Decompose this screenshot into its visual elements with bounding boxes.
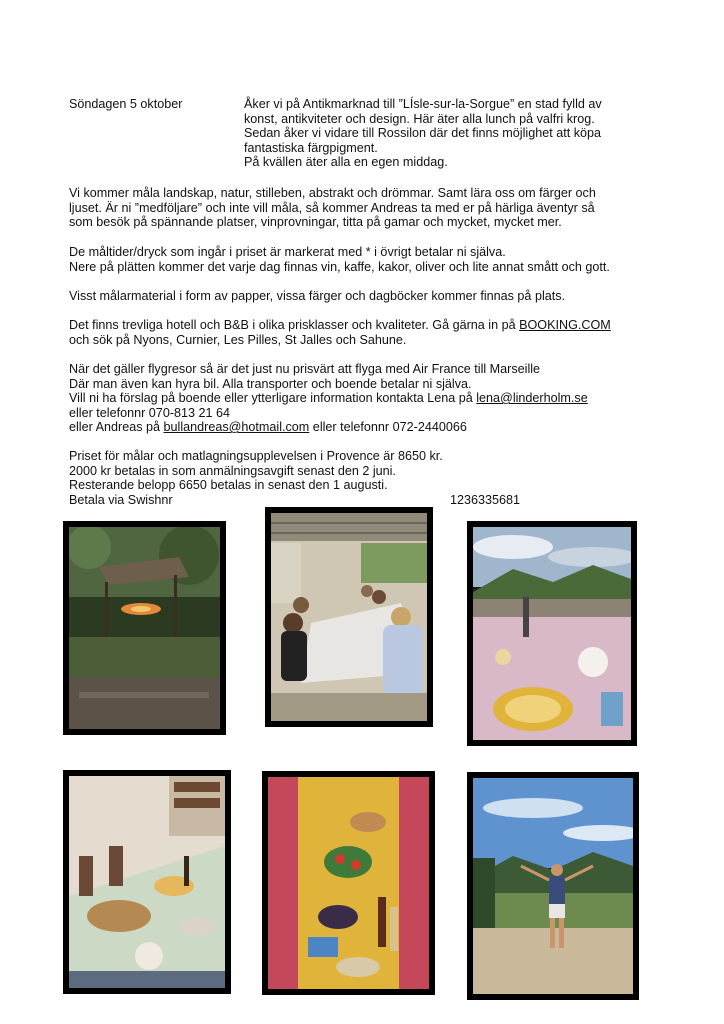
day-text-line-1: Åker vi på Antikmarknad till ”LÍsle-sur-la-Sorgue” en stad fylld av xyxy=(244,97,602,111)
lena-email-link[interactable]: lena@linderholm.se xyxy=(476,391,588,405)
photo-mountain-table xyxy=(467,521,637,746)
travel-line-3-text: Vill ni ha förslag på boende eller ytterligare information kontakta Lena på xyxy=(69,391,477,405)
travel-line-5-suffix: eller telefonnr 072-2440066 xyxy=(309,420,467,434)
intro-line-3: som besök på spännande platser, vinprovningar, titta på gamar och mycket, mycket mer. xyxy=(69,215,562,229)
travel-line-4: eller telefonnr 070-813 21 64 xyxy=(69,405,231,420)
hotels-line-1 xyxy=(69,318,611,333)
price-line-2: 2000 kr betalas in som anmälningsavgift senast den 2 juni. xyxy=(69,463,396,478)
price-line-3: Resterande belopp 6650 betalas in senast den 1 augusti. xyxy=(69,478,388,492)
meals-line-1: De måltider/dryck som ingår i priset är markerat med * i övrigt betalar ni själva. xyxy=(69,245,506,259)
day-text-line-5: På kvällen äter alla en egen middag. xyxy=(244,155,448,169)
price-line-1: Priset för målar och matlagningsupplevelsen i Provence är 8650 kr. xyxy=(69,449,443,463)
swish-number: 1236335681 xyxy=(450,492,521,507)
intro-line-1: Vi kommer måla landskap, natur, stilleben, abstrakt och drömmar. Samt lära oss om färger och xyxy=(69,186,596,200)
booking-link[interactable]: BOOKING.COM xyxy=(519,318,611,332)
day-label: Söndagen 5 oktober xyxy=(69,97,183,111)
travel-line-5 xyxy=(69,420,467,435)
day-text-line-2: konst, antikviteter och design. Här äter alla lunch på valfri krog. xyxy=(244,111,595,126)
travel-line-3 xyxy=(69,391,588,406)
hotels-line-2: och sök på Nyons, Curnier, Les Pilles, St Jalles och Sahune. xyxy=(69,332,407,347)
photo-table-overhead xyxy=(262,771,435,995)
day-text-line-4: fantastiska färgpigment. xyxy=(244,140,378,155)
travel-line-5-prefix: eller Andreas på xyxy=(69,420,164,434)
meals-line-2: Nere på plätten kommer det varje dag finnas vin, kaffe, kakor, oliver och lite annat smått och gott. xyxy=(69,259,610,274)
andreas-email-link[interactable]: bullandreas@hotmail.com xyxy=(163,420,310,434)
photo-indoor-dinner xyxy=(63,770,231,994)
photo-terrace-lunch xyxy=(265,507,433,727)
swish-label: Betala via Swishnr xyxy=(69,492,173,507)
travel-line-2: Där man även kan hyra bil. Alla transporter och boende betalar ni själva. xyxy=(69,376,472,391)
photo-man-landscape xyxy=(467,772,639,1000)
photo-garden-pergola xyxy=(63,521,226,735)
materials-line: Visst målarmaterial i form av papper, vissa färger och dagböcker kommer finnas på plats. xyxy=(69,289,566,303)
travel-line-1: När det gäller flygresor så är det just nu prisvärt att flyga med Air France till Marseille xyxy=(69,362,541,376)
intro-line-2: ljuset. Är ni ”medföljare” och inte vill måla, så kommer Andreas ta med er på härliga äventyr så xyxy=(69,200,595,215)
hotels-line-1-text: Det finns trevliga hotell och B&B i olika prisklasser och kvaliteter. Gå gärna in på xyxy=(69,318,520,332)
day-text-line-3: Sedan åker vi vidare till Rossilon där det finns möjlighet att köpa xyxy=(244,126,602,140)
